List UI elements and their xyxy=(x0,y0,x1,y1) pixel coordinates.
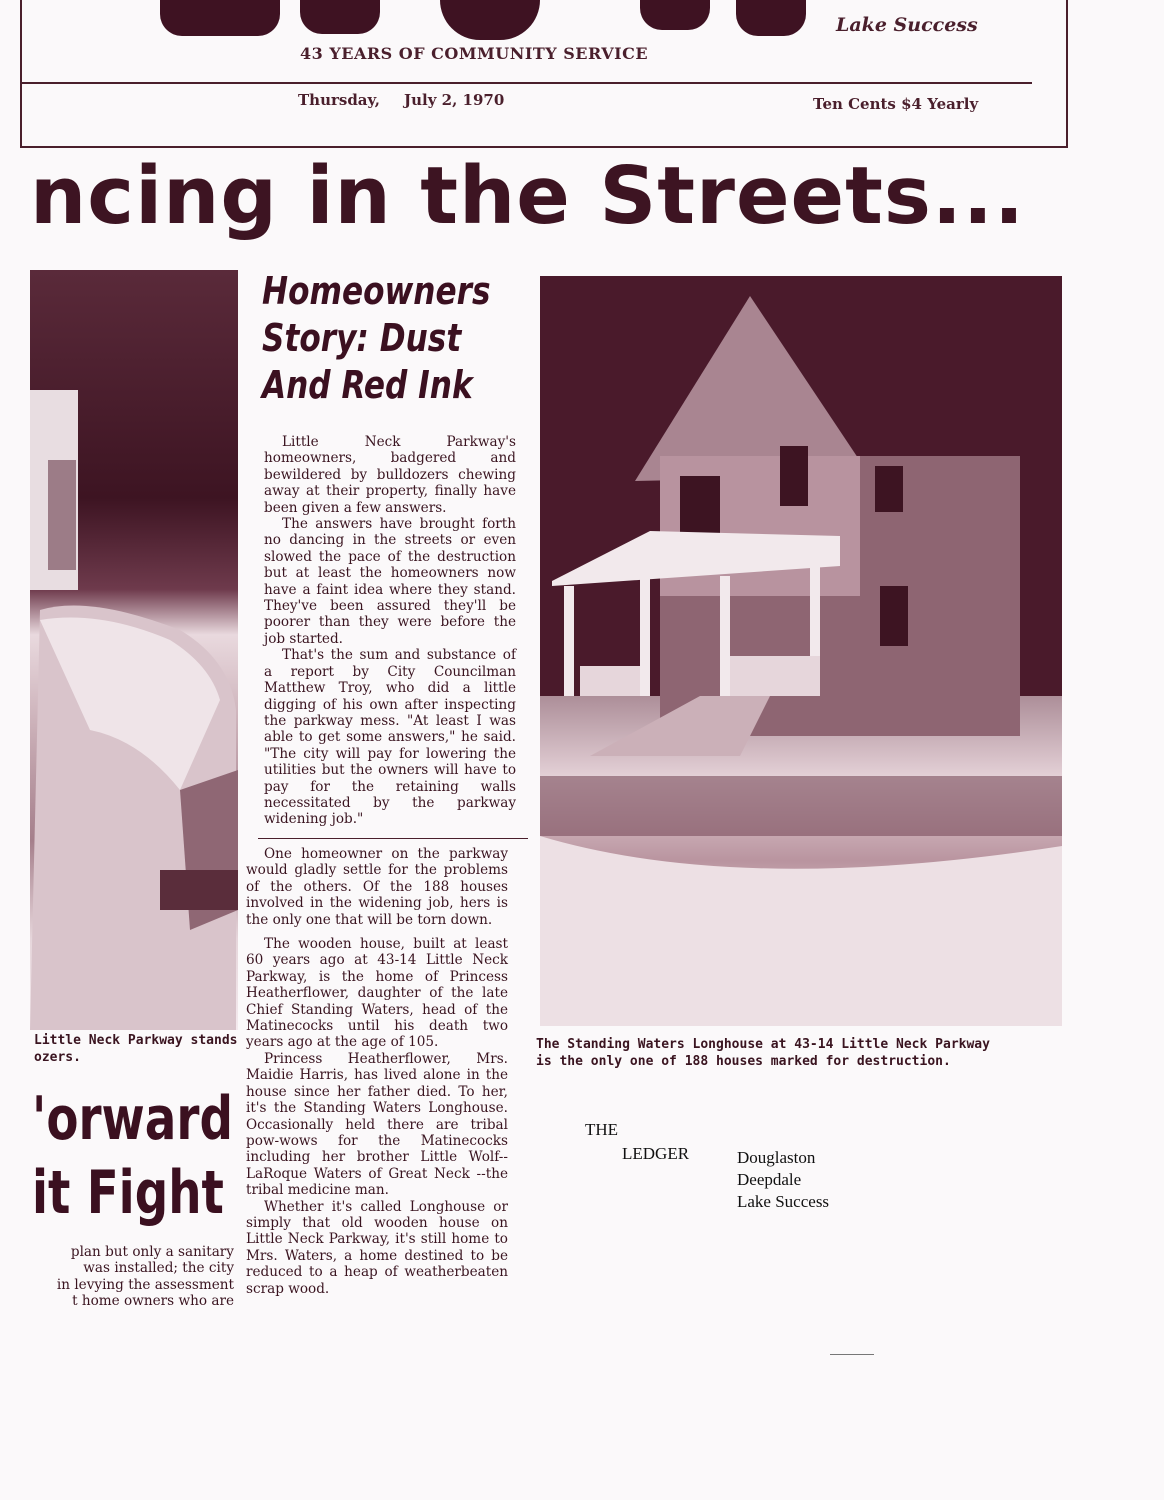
masthead-rule xyxy=(20,82,1032,84)
masthead-logo-fragment xyxy=(640,0,710,30)
masthead-logo-fragment xyxy=(300,0,380,34)
article-body-upper xyxy=(264,434,516,828)
fragment-headline-line: 'orward xyxy=(32,1084,233,1154)
ledger-name: LEDGER xyxy=(622,1144,690,1163)
column-rule xyxy=(258,838,528,839)
fragment-text-line: plan but only a sanitary xyxy=(70,1244,234,1260)
masthead-location: Lake Success xyxy=(836,14,978,36)
masthead-date: July 2, 1970 xyxy=(404,91,505,109)
pencil-mark xyxy=(830,1354,874,1355)
masthead-logo-fragment xyxy=(736,0,806,36)
ledger-places xyxy=(737,1147,829,1213)
left-photo xyxy=(30,270,238,1030)
longhouse-photo xyxy=(540,276,1062,1026)
ledger-place: Douglaston xyxy=(737,1148,816,1167)
car-photo-illustration xyxy=(30,270,238,1030)
left-photo-caption xyxy=(34,1032,244,1066)
masthead-logo-fragment xyxy=(160,0,280,36)
left-fragment-text xyxy=(34,1244,234,1310)
ledger-the: THE xyxy=(585,1120,619,1139)
masthead-day: Thursday, xyxy=(298,91,381,109)
photo-caption-line: is the only one of 188 houses marked for destruction. xyxy=(536,1054,951,1069)
subhead-line: Story: Dust xyxy=(262,316,462,360)
left-caption-line: ozers. xyxy=(34,1050,81,1065)
page-headline: ncing in the Streets... xyxy=(30,150,1025,242)
article-paragraph: One homeowner on the parkway would gladly settle for the problems of the others. Of the 188 houses involved in the widening job, hers is the only one that will be torn down. xyxy=(246,846,508,928)
masthead-price: Ten Cents $4 Yearly xyxy=(813,95,979,113)
article-paragraph: That's the sum and substance of a report by City Councilman Matthew Troy, who did a little digging of his own after inspecting the parkway mess. "At least I was able to get some answers," he said. "The city will pay for lowering the utilities but the owners will have to pay for the retaining walls necessitated by the parkway widening job." xyxy=(264,647,516,828)
subhead-line: Homeowners xyxy=(262,269,491,313)
ledger-place: Lake Success xyxy=(737,1192,830,1211)
article-paragraph: Little Neck Parkway's homeowners, badgered and bewildered by bulldozers chewing away at their property, finally have been given a few answers. xyxy=(264,434,516,516)
article-body-lower xyxy=(246,846,508,1297)
fragment-text-line: in levying the assessment xyxy=(56,1276,234,1293)
article-paragraph: The wooden house, built at least 60 years ago at 43-14 Little Neck Parkway, is the home of Princess Heatherflower, daughter of the late Chief Standing Waters, head of the Matinecocks until his death two years ago at the age of 105. xyxy=(246,936,508,1051)
fragment-text-line: was installed; the city xyxy=(83,1260,234,1277)
left-caption-line: Little Neck Parkway stands xyxy=(34,1033,238,1048)
article-paragraph: The answers have brought forth no dancing in the streets or even slowed the pace of the destruction but at least the homeowners now have a faint idea where they stand. They've been assured they'll be poorer than they were before the job started. xyxy=(264,516,516,647)
photo-caption-line: The Standing Waters Longhouse at 43-14 Little Neck Parkway xyxy=(536,1037,990,1052)
masthead-tagline: 43 YEARS OF COMMUNITY SERVICE xyxy=(300,44,649,63)
fragment-text-line: t home owners who are xyxy=(72,1293,234,1310)
house-photo-illustration xyxy=(540,276,1062,1026)
article-subhead xyxy=(262,268,491,409)
subhead-line: And Red Ink xyxy=(262,363,473,407)
fragment-headline-line: it Fight xyxy=(32,1158,224,1228)
ledger-place: Deepdale xyxy=(737,1170,802,1189)
article-paragraph: Princess Heatherflower, Mrs. Maidie Harris, has lived alone in the house since her father died. To her, it's the Standing Waters Longhouse. Occasionally held there are tribal pow-wows for the Matinecocks including her brother Little Wolf--LaRoque Waters of Great Neck --the tribal medicine man. xyxy=(246,1050,508,1199)
longhouse-photo-caption xyxy=(536,1036,1076,1070)
article-paragraph: Whether it's called Longhouse or simply that old wooden house on Little Neck Parkway, it's still home to Mrs. Waters, a home destined to be reduced to a heap of weatherbeaten scrap wood. xyxy=(246,1198,508,1297)
